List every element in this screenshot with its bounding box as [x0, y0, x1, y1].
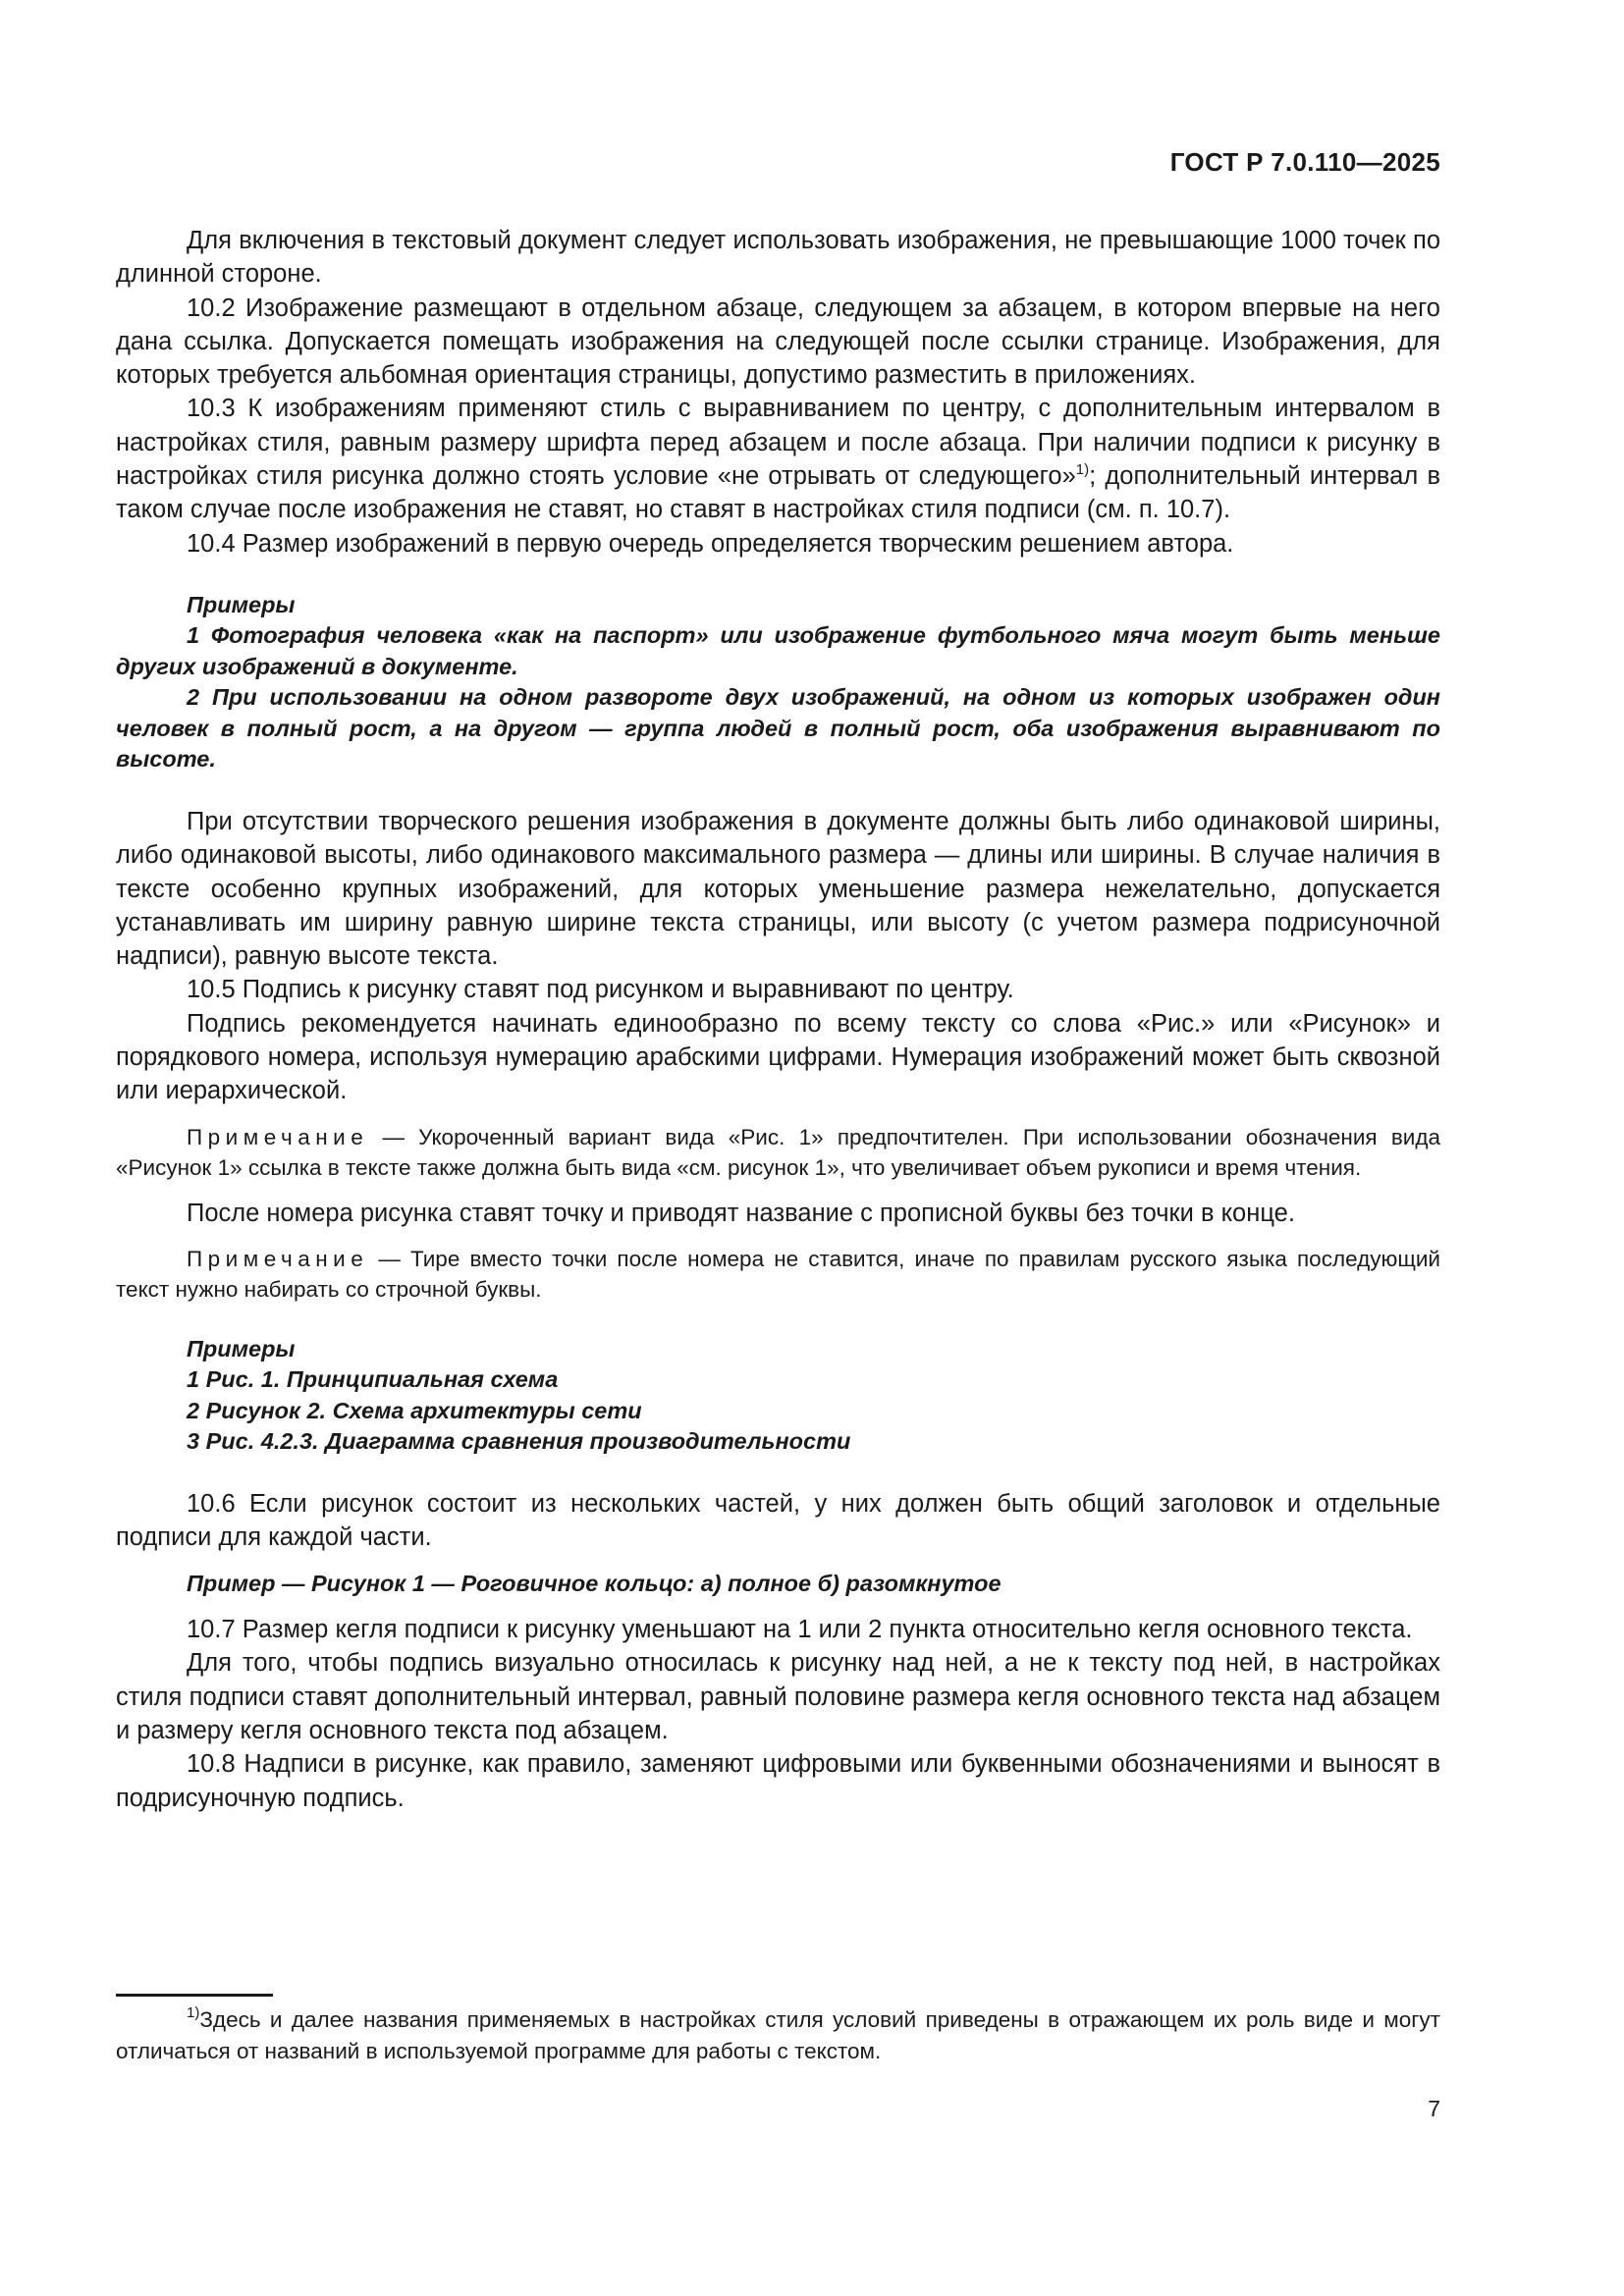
note-label: Примечание — [187, 1124, 369, 1149]
paragraph-intro: Для включения в текстовый документ следует использовать изображения, не превышающие 1000 точек по длинной стороне. — [116, 227, 1440, 289]
document-header: ГОСТ Р 7.0.110—2025 — [1169, 147, 1440, 177]
paragraph-10-6: 10.6 Если рисунок состоит из нескольких частей, у них должен быть общий заголовок и отдельные подписи для каждой части. — [116, 1489, 1440, 1552]
examples-heading: Примеры — [187, 591, 296, 617]
footnote-text: Здесь и далее названия применяемых в настройках стиля условий приведены в отражающем их роль виде и могут отличаться от названий в используемой программе для работы с текстом. — [116, 2007, 1440, 2063]
paragraph-caption-start: Подпись рекомендуется начинать единообразно по всему тексту со слова «Рис.» или «Рисунок» и порядкового номера, используя нумерацию арабскими цифрами. Нумерация изображений может быть сквозной или иерархической. — [116, 1009, 1440, 1105]
examples-block-1 — [116, 590, 1440, 775]
example-10-6: Пример — Рисунок 1 — Роговичное кольцо: а) полное б) разомкнутое — [187, 1570, 1001, 1596]
paragraph-10-3-text-a: 10.3 К изображениям применяют стиль с выравниванием по центру, с дополнительным интервалом в настройках стиля, равным размеру шрифта перед абзацем и после абзаца. При наличии подписи к рисунку в настройках стиля рисунка должно стоять условие «не отрывать от следующего» — [116, 395, 1440, 491]
note-text: — Укороченный вариант вида «Рис. 1» предпочтителен. При использовании обозначения вида «Рисунок 1» ссылка в тексте также должна быть вида «см. рисунок 1», что увеличивает объем рукописи и время чтения. — [116, 1124, 1440, 1180]
example-item: 1 Рис. 1. Принципиальная схема — [187, 1366, 559, 1393]
paragraph-10-8: 10.8 Надписи в рисунке, как правило, заменяют цифровыми или буквенными обозначениями и выносят в подрисуночную подпись. — [116, 1750, 1440, 1812]
paragraph-10-4: 10.4 Размер изображений в первую очередь определяется творческим решением автора. — [187, 529, 1234, 558]
example-item: 2 При использовании на одном развороте двух изображений, на одном из которых изображен один человек в полный рост, а на другом — группа людей в полный рост, оба изображения выравнивают по высоте. — [116, 684, 1440, 773]
note-2 — [116, 1244, 1440, 1305]
paragraph-caption-spacing: Для того, чтобы подпись визуально относилась к рисунку над ней, а не к тексту под ней, в настройках стиля подписи ставят дополнительный интервал, равный половине размера кегля основного текста над абзацем и размеру кегля основного текста под абзацем. — [116, 1649, 1440, 1744]
paragraph-no-creative-decision: При отсутствии творческого решения изображения в документе должны быть либо одинаковой ширины, либо одинаковой высоты, либо одинакового максимального размера — длины или ширины. В случае наличия в тексте особенно крупных изображений, для которых уменьшение размера нежелательно, допускается устанавливать им ширину равную ширине текста страницы, или высоту (с учетом размера подрисуночной надписи), равную высоте текста. — [116, 807, 1440, 971]
paragraph-10-3 — [116, 392, 1440, 526]
paragraph-10-5: 10.5 Подпись к рисунку ставят под рисунком и выравнивают по центру. — [187, 976, 1014, 1004]
paragraph-10-2: 10.2 Изображение размещают в отдельном абзаце, следующем за абзацем, в котором впервые на него дана ссылка. Допускается помещать изображения на следующей после ссылки странице. Изображения, для которых требуется альбомная ориентация страницы, допустимо разместить в приложениях. — [116, 294, 1440, 390]
footnote — [116, 2004, 1440, 2066]
example-item: 1 Фотография человека «как на паспорт» или изображение футбольного мяча могут быть меньше других изображений в документе. — [116, 622, 1440, 679]
note-1 — [116, 1122, 1440, 1183]
page-number: 7 — [1428, 2096, 1440, 2121]
note-text: — Тире вместо точки после номера не ставится, иначе по правилам русского языка последующий текст нужно набирать со строчной буквы. — [116, 1246, 1440, 1302]
paragraph-10-3-text-b: ; дополнительный интервал в таком случае после изображения не ставят, но ставят в настройках стиля подписи (см. п. 10.7). — [116, 462, 1440, 524]
footnote-marker: 1) — [187, 2004, 200, 2021]
footnote-reference[interactable]: 1) — [1075, 461, 1090, 479]
paragraph-10-7: 10.7 Размер кегля подписи к рисунку уменьшают на 1 или 2 пункта относительно кегля основного текста. — [187, 1616, 1413, 1644]
footnote-separator — [116, 1994, 273, 1997]
paragraph-after-number: После номера рисунка ставят точку и приводят название с прописной буквы без точки в конце. — [187, 1199, 1295, 1227]
example-item: 2 Рисунок 2. Схема архитектуры сети — [187, 1397, 642, 1423]
example-item: 3 Рис. 4.2.3. Диаграмма сравнения производительности — [187, 1428, 851, 1455]
note-label: Примечание — [187, 1246, 369, 1271]
examples-block-2 — [116, 1334, 1440, 1458]
examples-heading: Примеры — [187, 1335, 296, 1362]
document-body — [116, 224, 1440, 1815]
